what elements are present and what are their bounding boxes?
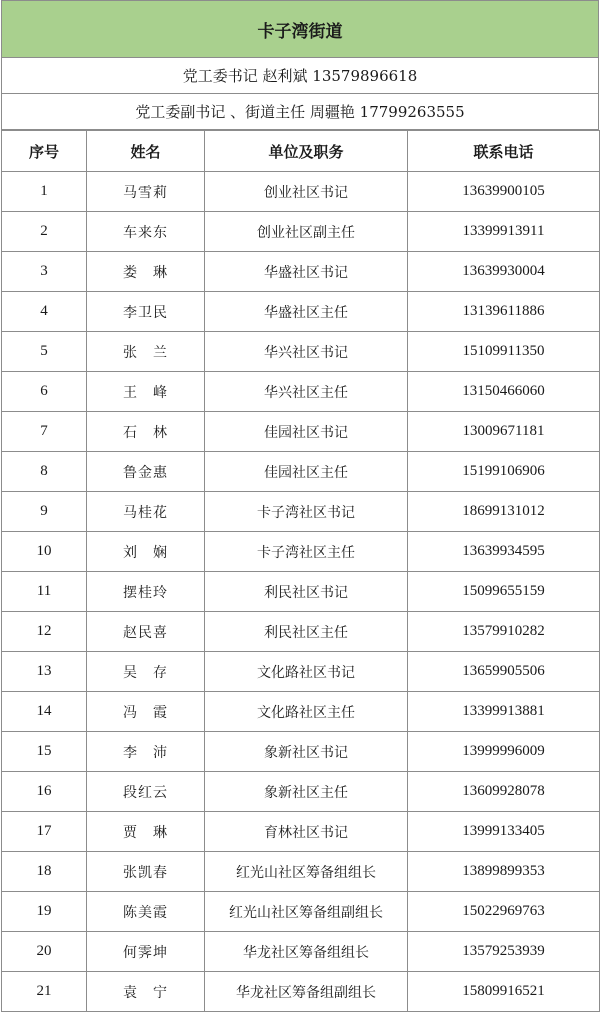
row-position: 利民社区主任 [205, 612, 408, 652]
row-name: 袁 宁 [87, 972, 205, 1012]
row-index: 18 [2, 852, 87, 892]
row-phone: 13659905506 [408, 652, 600, 692]
row-name: 李 沛 [87, 732, 205, 772]
row-position: 佳园社区书记 [205, 412, 408, 452]
row-position: 象新社区主任 [205, 772, 408, 812]
table-row [2, 212, 600, 252]
table-row [2, 892, 600, 932]
row-index: 3 [2, 252, 87, 292]
row-name: 李卫民 [87, 292, 205, 332]
contact-table [1, 130, 600, 1012]
table-row [2, 332, 600, 372]
row-position: 创业社区书记 [205, 172, 408, 212]
row-index: 8 [2, 452, 87, 492]
row-phone: 13639900105 [408, 172, 600, 212]
row-phone: 13639930004 [408, 252, 600, 292]
table-row [2, 812, 600, 852]
row-phone: 13399913881 [408, 692, 600, 732]
row-name: 赵民喜 [87, 612, 205, 652]
row-position: 华盛社区书记 [205, 252, 408, 292]
row-position: 文化路社区主任 [205, 692, 408, 732]
row-phone: 13579253939 [408, 932, 600, 972]
row-phone: 13999133405 [408, 812, 600, 852]
row-phone: 13609928078 [408, 772, 600, 812]
row-index: 1 [2, 172, 87, 212]
row-phone: 13399913911 [408, 212, 600, 252]
row-position: 华兴社区书记 [205, 332, 408, 372]
table-row [2, 932, 600, 972]
row-name: 马桂花 [87, 492, 205, 532]
table-body [2, 172, 600, 1012]
row-position: 华盛社区主任 [205, 292, 408, 332]
row-index: 20 [2, 932, 87, 972]
column-header-position: 单位及职务 [205, 131, 408, 172]
table-row [2, 452, 600, 492]
row-name: 张 兰 [87, 332, 205, 372]
row-index: 21 [2, 972, 87, 1012]
row-index: 2 [2, 212, 87, 252]
row-phone: 13139611886 [408, 292, 600, 332]
row-position: 卡子湾社区书记 [205, 492, 408, 532]
row-position: 佳园社区主任 [205, 452, 408, 492]
row-name: 张凯春 [87, 852, 205, 892]
row-phone: 15809916521 [408, 972, 600, 1012]
contact-table-container [1, 0, 599, 1012]
row-name: 鲁金惠 [87, 452, 205, 492]
row-position: 象新社区书记 [205, 732, 408, 772]
table-row [2, 692, 600, 732]
row-phone: 15109911350 [408, 332, 600, 372]
table-row [2, 492, 600, 532]
row-name: 冯 霞 [87, 692, 205, 732]
row-position: 卡子湾社区主任 [205, 532, 408, 572]
row-index: 19 [2, 892, 87, 932]
leader-row-secretary: 党工委书记 赵利斌 13579896618 [1, 58, 599, 94]
row-name: 娄 琳 [87, 252, 205, 292]
row-name: 吴 存 [87, 652, 205, 692]
row-name: 陈美霞 [87, 892, 205, 932]
row-phone: 13150466060 [408, 372, 600, 412]
row-position: 红光山社区筹备组组长 [205, 852, 408, 892]
row-name: 刘 娴 [87, 532, 205, 572]
row-name: 石 林 [87, 412, 205, 452]
table-row [2, 612, 600, 652]
table-row [2, 412, 600, 452]
row-phone: 13899899353 [408, 852, 600, 892]
row-position: 文化路社区书记 [205, 652, 408, 692]
row-phone: 15022969763 [408, 892, 600, 932]
row-name: 贾 琳 [87, 812, 205, 852]
row-name: 王 峰 [87, 372, 205, 412]
row-name: 马雪莉 [87, 172, 205, 212]
row-index: 11 [2, 572, 87, 612]
row-name: 何霁坤 [87, 932, 205, 972]
row-phone: 13639934595 [408, 532, 600, 572]
row-index: 10 [2, 532, 87, 572]
row-phone: 13999996009 [408, 732, 600, 772]
row-position: 华龙社区筹备组组长 [205, 932, 408, 972]
row-index: 9 [2, 492, 87, 532]
table-row [2, 372, 600, 412]
row-position: 华兴社区主任 [205, 372, 408, 412]
row-index: 7 [2, 412, 87, 452]
row-index: 14 [2, 692, 87, 732]
table-row [2, 652, 600, 692]
row-phone: 13579910282 [408, 612, 600, 652]
leader-row-deputy: 党工委副书记 、街道主任 周疆艳 17799263555 [1, 94, 599, 130]
row-name: 摆桂玲 [87, 572, 205, 612]
table-title: 卡子湾街道 [1, 0, 599, 58]
table-row [2, 532, 600, 572]
row-position: 红光山社区筹备组副组长 [205, 892, 408, 932]
row-phone: 13009671181 [408, 412, 600, 452]
row-position: 创业社区副主任 [205, 212, 408, 252]
row-position: 华龙社区筹备组副组长 [205, 972, 408, 1012]
row-name: 段红云 [87, 772, 205, 812]
row-index: 6 [2, 372, 87, 412]
row-phone: 15199106906 [408, 452, 600, 492]
column-header-name: 姓名 [87, 131, 205, 172]
row-index: 15 [2, 732, 87, 772]
table-row [2, 772, 600, 812]
table-row [2, 972, 600, 1012]
table-row [2, 852, 600, 892]
column-header-index: 序号 [2, 131, 87, 172]
table-row [2, 292, 600, 332]
row-index: 13 [2, 652, 87, 692]
row-index: 4 [2, 292, 87, 332]
row-index: 16 [2, 772, 87, 812]
table-row [2, 572, 600, 612]
table-row [2, 252, 600, 292]
row-index: 17 [2, 812, 87, 852]
row-position: 育林社区书记 [205, 812, 408, 852]
row-name: 车来东 [87, 212, 205, 252]
table-row [2, 172, 600, 212]
column-header-phone: 联系电话 [408, 131, 600, 172]
row-index: 12 [2, 612, 87, 652]
row-phone: 15099655159 [408, 572, 600, 612]
table-row [2, 732, 600, 772]
row-position: 利民社区书记 [205, 572, 408, 612]
row-index: 5 [2, 332, 87, 372]
row-phone: 18699131012 [408, 492, 600, 532]
table-header-row [2, 131, 600, 172]
